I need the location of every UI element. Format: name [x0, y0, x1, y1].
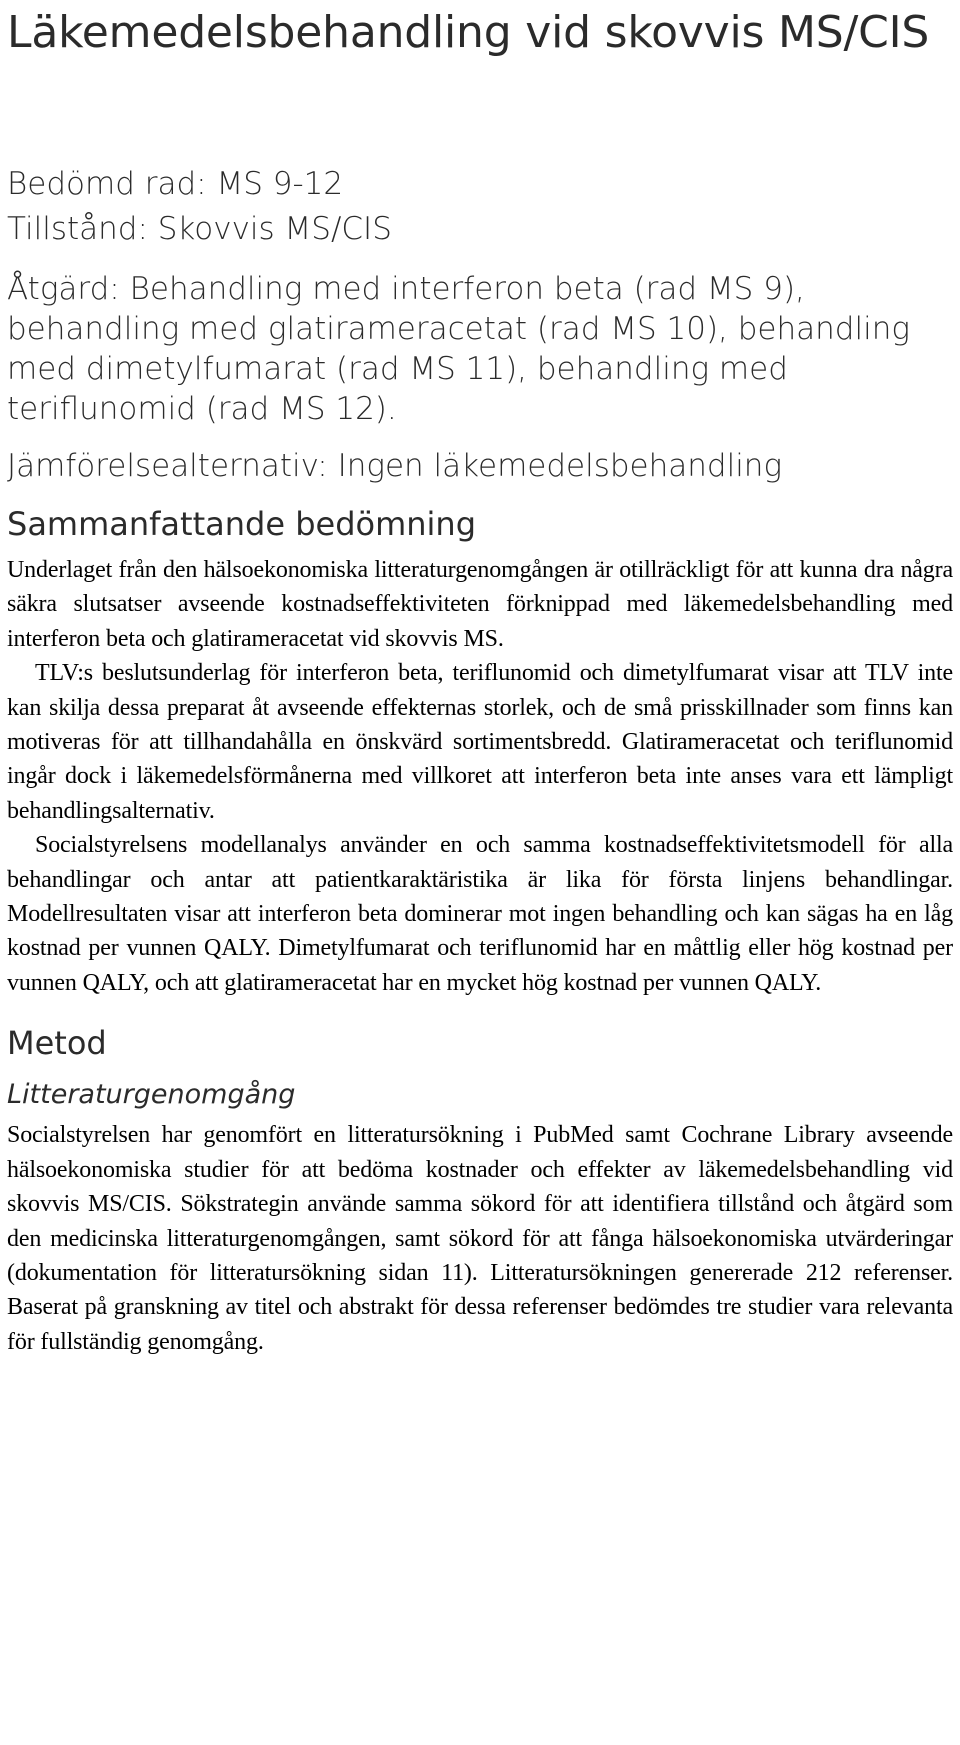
- action-text: Åtgärd: Behandling med interferon beta (rad MS 9), behandling med glatirameracetat (rad MS 10), behandling med dimetylfumarat (rad MS 11), behandling med teriflunomid (rad MS 12).: [7, 271, 910, 427]
- condition: Tillstånd: Skovvis MS/CIS: [7, 211, 392, 247]
- summary-paragraph: Socialstyrelsens modellanalys använder en och samma kostnadseffektivitetsmodell för alla behandlingar och antar att patientkaraktäristika är lika för första linjens behandlingar. Modellresultaten visar att interferon beta dominerar mot ingen behandling och kan sägas ha en låg kostnad per vunnen QALY. Dimetylfumarat och teriflunomid har en måttlig eller hög kostnad per vunnen QALY, och att glatirameracetat har en mycket hög kostnad per vunnen QALY.: [7, 832, 953, 996]
- comparison-text: Jämförelsealternativ: Ingen läkemedelsbehandling: [7, 448, 783, 484]
- literature-review-paragraph: Socialstyrelsen har genomfört en litteratursökning i PubMed samt Cochrane Library avseende hälsoekonomiska studier för att bedöma kostnader och effekter av läkemedelsbehandling vid skovvis MS/CIS. Sökstrategin använde samma sökord för att identifiera tillstånd och åtgärd som den medicinska litteraturgenomgången, samt sökord för att fånga hälsoekonomiska utvärderingar (dokumentation för litteratursökning sidan 11). Litteratursökningen genererade 212 referenser. Baserat på granskning av titel och abstrakt för dessa referenser bedömdes tre studier vara relevanta för fullständig genomgång.: [7, 1122, 953, 1355]
- summary-body: [7, 553, 953, 1000]
- page-title: Läkemedelsbehandling vid skovvis MS/CIS: [7, 7, 930, 58]
- literature-review-subheading: Litteraturgenomgång: [7, 1079, 296, 1111]
- assessed-row: Bedömd rad: MS 9-12: [7, 166, 344, 202]
- summary-paragraph: TLV:s beslutsunderlag för interferon beta, teriflunomid och dimetylfumarat visar att TLV inte kan skilja dessa preparat åt avseende effekternas storlek, och de små prisskillnader som finns kan motiveras för att tillhandahålla en önskvärd sortimentsbredd. Glatirameracetat och teriflunomid ingår dock i läkemedelsförmånerna med villkoret att interferon beta inte anses vara ett lämpligt behandlingsalternativ.: [7, 660, 953, 824]
- document-page: [7, 0, 953, 1359]
- summary-paragraph: Underlaget från den hälsoekonomiska litteraturgenomgången är otillräckligt för att kunna dra några säkra slutsatser avseende kostnadseffektiviteten förknippad med läkemedelsbehandling med interferon beta och glatirameracetat vid skovvis MS.: [7, 557, 953, 652]
- method-heading: Metod: [7, 1024, 107, 1063]
- meta-block: [7, 162, 953, 252]
- summary-heading: Sammanfattande bedömning: [7, 505, 477, 543]
